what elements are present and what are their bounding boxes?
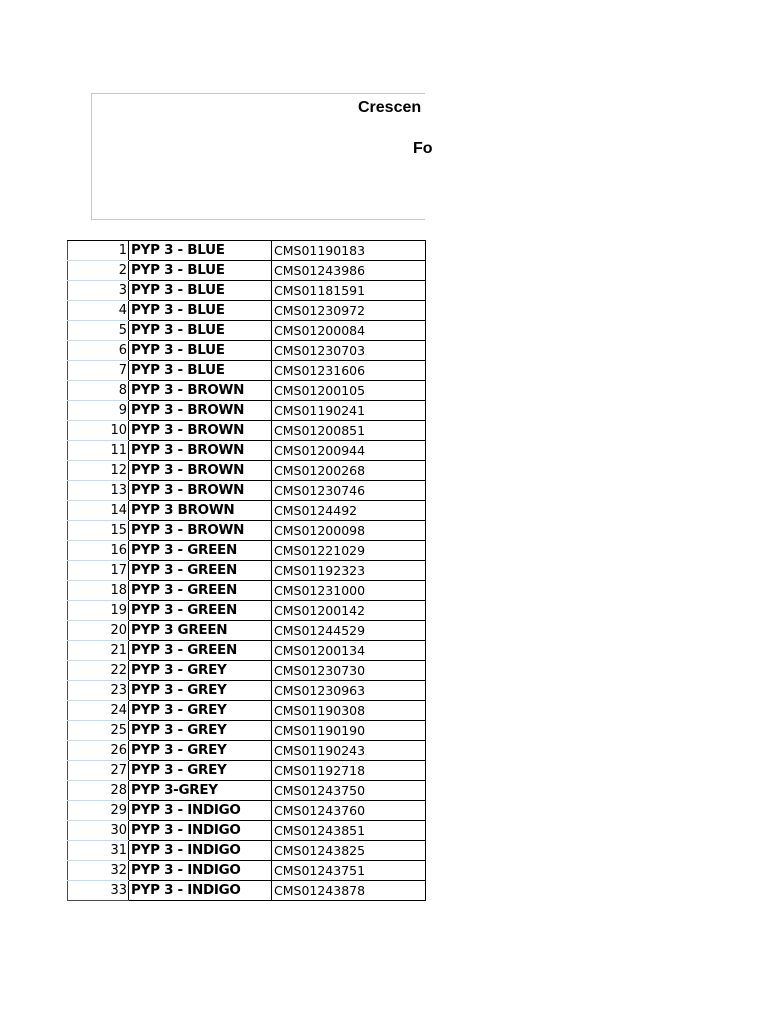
table-row: [68, 881, 426, 901]
student-id-cell: CMS01190243: [272, 741, 426, 761]
student-id-cell: CMS01200084: [272, 321, 426, 341]
student-id-cell: CMS01230730: [272, 661, 426, 681]
row-number: 24: [68, 701, 129, 721]
student-id-cell: CMS01230972: [272, 301, 426, 321]
class-cell: PYP 3 - BROWN: [129, 441, 272, 461]
table-row: [68, 401, 426, 421]
table-row: [68, 561, 426, 581]
table-row: [68, 821, 426, 841]
row-number: 11: [68, 441, 129, 461]
table-row: [68, 381, 426, 401]
row-number: 23: [68, 681, 129, 701]
row-number: 10: [68, 421, 129, 441]
class-cell: PYP 3 - GREY: [129, 721, 272, 741]
row-number: 7: [68, 361, 129, 381]
student-id-cell: CMS01190183: [272, 241, 426, 261]
class-cell: PYP 3 - BROWN: [129, 521, 272, 541]
student-id-cell: CMS01230703: [272, 341, 426, 361]
student-id-cell: CMS01192718: [272, 761, 426, 781]
student-id-cell: CMS01200142: [272, 601, 426, 621]
student-id-cell: CMS01243878: [272, 881, 426, 901]
student-id-cell: CMS01231000: [272, 581, 426, 601]
table-row: [68, 321, 426, 341]
table-row: [68, 481, 426, 501]
table-row: [68, 681, 426, 701]
table-row: [68, 261, 426, 281]
class-cell: PYP 3 - GREY: [129, 661, 272, 681]
row-number: 14: [68, 501, 129, 521]
table-row: [68, 421, 426, 441]
student-id-cell: CMS01230746: [272, 481, 426, 501]
table-row: [68, 461, 426, 481]
table-row: [68, 761, 426, 781]
table-row: [68, 541, 426, 561]
class-cell: PYP 3 - BLUE: [129, 241, 272, 261]
class-cell: PYP 3 - BLUE: [129, 321, 272, 341]
table-row: [68, 621, 426, 641]
student-id-cell: CMS01243851: [272, 821, 426, 841]
table-row: [68, 601, 426, 621]
student-id-cell: CMS0124492: [272, 501, 426, 521]
student-id-cell: CMS01243751: [272, 861, 426, 881]
table-row: [68, 721, 426, 741]
table-row: [68, 361, 426, 381]
class-cell: PYP 3 - GREEN: [129, 601, 272, 621]
row-number: 22: [68, 661, 129, 681]
class-cell: PYP 3 - BLUE: [129, 361, 272, 381]
class-cell: PYP 3 - GREY: [129, 741, 272, 761]
table-row: [68, 741, 426, 761]
row-number: 28: [68, 781, 129, 801]
row-number: 13: [68, 481, 129, 501]
row-number: 17: [68, 561, 129, 581]
class-cell: PYP 3 - GREEN: [129, 561, 272, 581]
class-cell: PYP 3 - INDIGO: [129, 881, 272, 901]
row-number: 32: [68, 861, 129, 881]
class-cell: PYP 3 - GREEN: [129, 581, 272, 601]
row-number: 30: [68, 821, 129, 841]
row-number: 20: [68, 621, 129, 641]
student-id-cell: CMS01200944: [272, 441, 426, 461]
student-id-cell: CMS01221029: [272, 541, 426, 561]
student-id-cell: CMS01190241: [272, 401, 426, 421]
row-number: 1: [68, 241, 129, 261]
class-cell: PYP 3 - BLUE: [129, 341, 272, 361]
row-number: 4: [68, 301, 129, 321]
table-row: [68, 581, 426, 601]
student-id-cell: CMS01200105: [272, 381, 426, 401]
class-cell: PYP 3-GREY: [129, 781, 272, 801]
row-number: 12: [68, 461, 129, 481]
class-cell: PYP 3 - GREY: [129, 761, 272, 781]
header-title: Crescen: [358, 99, 422, 116]
class-cell: PYP 3 - BLUE: [129, 261, 272, 281]
student-id-cell: CMS01243986: [272, 261, 426, 281]
header-box: [91, 93, 433, 220]
student-id-cell: CMS01244529: [272, 621, 426, 641]
student-id-cell: CMS01243825: [272, 841, 426, 861]
row-number: 2: [68, 261, 129, 281]
class-cell: PYP 3 - BLUE: [129, 281, 272, 301]
class-cell: PYP 3 - INDIGO: [129, 821, 272, 841]
student-table: [67, 240, 426, 901]
class-cell: PYP 3 GREEN: [129, 621, 272, 641]
row-number: 3: [68, 281, 129, 301]
table-row: [68, 841, 426, 861]
class-cell: PYP 3 - BROWN: [129, 461, 272, 481]
table-row: [68, 301, 426, 321]
row-number: 15: [68, 521, 129, 541]
row-number: 27: [68, 761, 129, 781]
student-id-cell: CMS01230963: [272, 681, 426, 701]
class-cell: PYP 3 - INDIGO: [129, 801, 272, 821]
row-number: 31: [68, 841, 129, 861]
class-cell: PYP 3 - BROWN: [129, 481, 272, 501]
class-cell: PYP 3 - GREY: [129, 681, 272, 701]
table-row: [68, 281, 426, 301]
student-id-cell: CMS01190308: [272, 701, 426, 721]
class-cell: PYP 3 - INDIGO: [129, 841, 272, 861]
class-cell: PYP 3 - BLUE: [129, 301, 272, 321]
table-row: [68, 341, 426, 361]
table-row: [68, 801, 426, 821]
table-row: [68, 861, 426, 881]
student-id-cell: CMS01243760: [272, 801, 426, 821]
row-number: 9: [68, 401, 129, 421]
row-number: 6: [68, 341, 129, 361]
table-row: [68, 661, 426, 681]
class-cell: PYP 3 - GREEN: [129, 641, 272, 661]
class-cell: PYP 3 - BROWN: [129, 381, 272, 401]
student-id-cell: CMS01243750: [272, 781, 426, 801]
student-id-cell: CMS01190190: [272, 721, 426, 741]
student-id-cell: CMS01200268: [272, 461, 426, 481]
student-id-cell: CMS01231606: [272, 361, 426, 381]
student-id-cell: CMS01181591: [272, 281, 426, 301]
student-id-cell: CMS01200134: [272, 641, 426, 661]
class-cell: PYP 3 - GREY: [129, 701, 272, 721]
student-id-cell: CMS01192323: [272, 561, 426, 581]
row-number: 33: [68, 881, 129, 901]
table-row: [68, 501, 426, 521]
table-row: [68, 241, 426, 261]
row-number: 21: [68, 641, 129, 661]
row-number: 5: [68, 321, 129, 341]
row-number: 16: [68, 541, 129, 561]
class-cell: PYP 3 - INDIGO: [129, 861, 272, 881]
student-id-cell: CMS01200098: [272, 521, 426, 541]
table-row: [68, 781, 426, 801]
student-table-body: [68, 241, 426, 901]
table-row: [68, 521, 426, 541]
row-number: 19: [68, 601, 129, 621]
row-number: 29: [68, 801, 129, 821]
class-cell: PYP 3 - BROWN: [129, 421, 272, 441]
row-number: 8: [68, 381, 129, 401]
table-row: [68, 641, 426, 661]
row-number: 18: [68, 581, 129, 601]
class-cell: PYP 3 BROWN: [129, 501, 272, 521]
row-number: 25: [68, 721, 129, 741]
class-cell: PYP 3 - BROWN: [129, 401, 272, 421]
row-number: 26: [68, 741, 129, 761]
table-row: [68, 441, 426, 461]
table-row: [68, 701, 426, 721]
student-id-cell: CMS01200851: [272, 421, 426, 441]
class-cell: PYP 3 - GREEN: [129, 541, 272, 561]
header-subtitle: Fo: [413, 140, 433, 157]
